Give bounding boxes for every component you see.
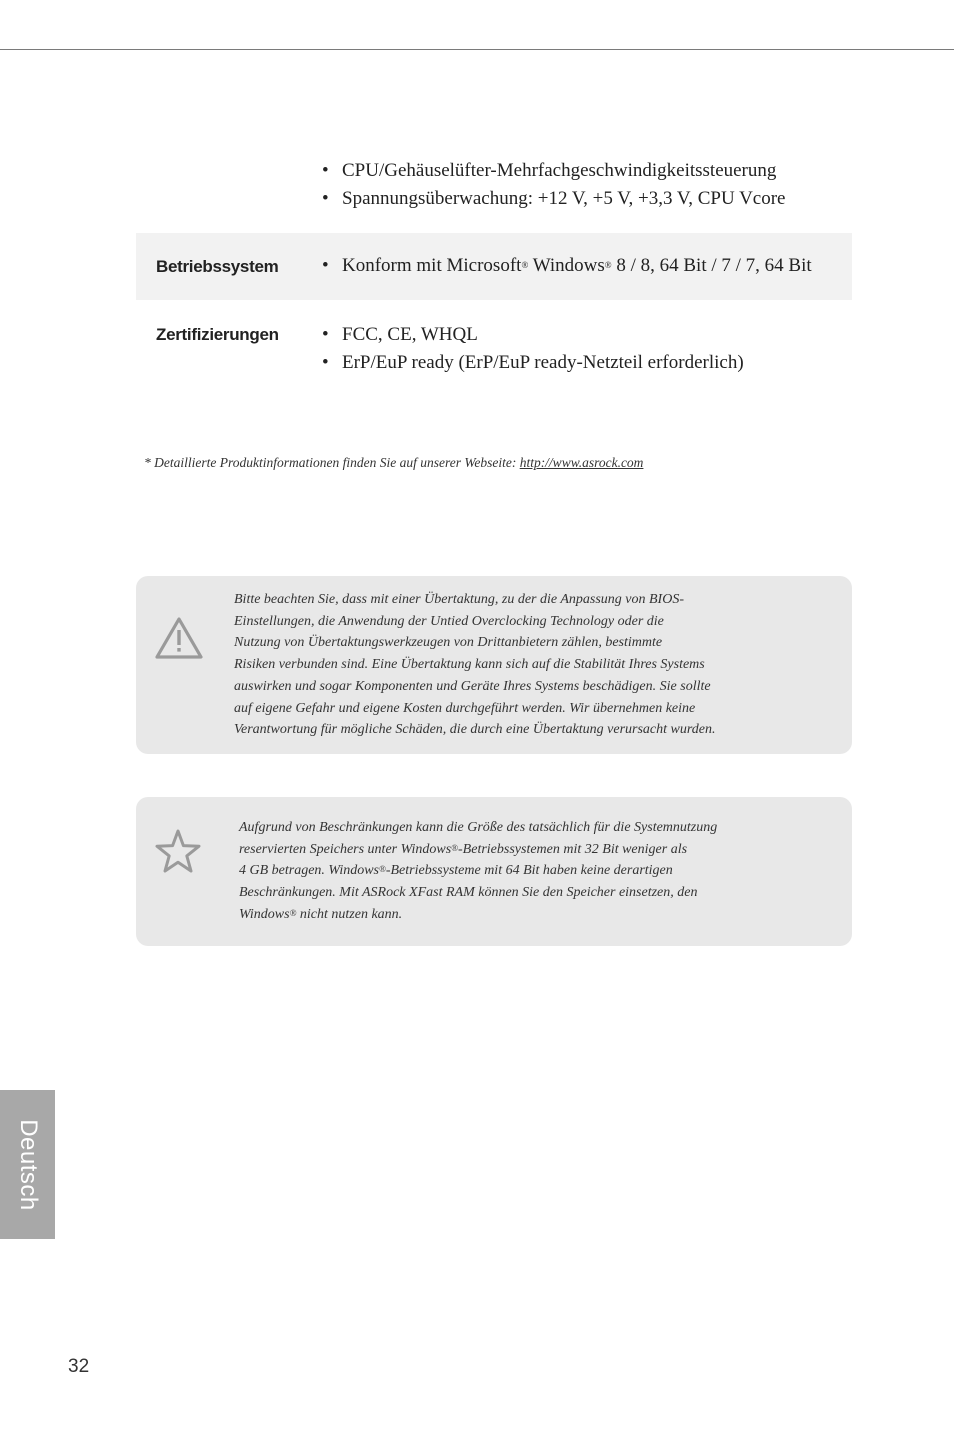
os-item-prefix: Konform mit Microsoft	[342, 255, 522, 276]
warning-note	[136, 576, 852, 754]
spec-row-monitoring	[136, 155, 852, 225]
monitoring-list	[322, 157, 786, 213]
footnote-text: * Detaillierte Produktinformationen finden Sie auf unserer Webseite:	[144, 455, 520, 470]
note-line: Beschränkungen. Mit ASRock XFast RAM können Sie den Speicher einsetzen, den	[239, 885, 698, 901]
note-line	[239, 904, 717, 926]
language-side-tab	[0, 1090, 55, 1239]
star-note	[136, 797, 852, 946]
spec-row-os	[136, 233, 852, 300]
note-fragment: reservierten Speichers unter Windows	[239, 841, 452, 857]
registered-mark: ®	[521, 260, 529, 270]
os-list	[322, 252, 812, 280]
registered-mark: ®	[289, 907, 297, 918]
note-line: Risiken verbunden sind. Eine Übertaktung kann sich auf die Stabilität Ihres Systems	[234, 657, 705, 673]
note-fragment: -Betriebssysteme mit 64 Bit haben keine derartigen	[385, 863, 673, 879]
note-line: Verantwortung für mögliche Schäden, die durch eine Übertaktung verursacht wurden.	[234, 722, 716, 738]
note-line	[239, 860, 717, 882]
list-item: • FCC, CE, WHQL	[322, 321, 744, 349]
list-item: • CPU/Gehäuselüfter-Mehrfachgeschwindigkeitssteuerung	[322, 157, 786, 185]
registered-mark: ®	[604, 260, 612, 270]
side-tab-label: Deutsch	[14, 1118, 42, 1211]
star-note-text	[239, 817, 717, 926]
note-fragment: nicht nutzen kann.	[296, 906, 403, 922]
page-number: 32	[68, 1356, 90, 1377]
list-item	[322, 252, 812, 280]
os-label: Betriebssystem	[156, 257, 279, 276]
note-fragment: Windows	[239, 906, 290, 922]
warning-triangle-icon	[154, 616, 204, 660]
asrock-website-link[interactable]: http://www.asrock.com	[519, 455, 644, 470]
note-line: auf eigene Gefahr und eigene Kosten durchgeführt werden. Wir übernehmen keine	[234, 700, 696, 716]
certifications-list	[322, 321, 744, 377]
list-item: • ErP/EuP ready (ErP/EuP ready-Netzteil erforderlich)	[322, 349, 744, 377]
note-line: Einstellungen, die Anwendung der Untied Overclocking Technology oder die	[234, 613, 664, 629]
note-fragment: 4 GB betragen. Windows	[239, 863, 379, 879]
note-line: Bitte beachten Sie, dass mit einer Übertaktung, zu der die Anpassung von BIOS-	[234, 592, 684, 607]
certifications-label: Zertifizierungen	[156, 325, 279, 344]
list-item: • Spannungsüberwachung: +12 V, +5 V, +3,3 V, CPU Vcore	[322, 185, 786, 213]
note-line: Aufgrund von Beschränkungen kann die Größe des tatsächlich für die Systemnutzung	[239, 820, 718, 835]
registered-mark: ®	[379, 864, 386, 875]
spec-row-certifications	[136, 310, 852, 385]
os-item-mid: Windows	[528, 255, 605, 276]
note-fragment: -Betriebssystemen mit 32 Bit weniger als	[458, 841, 688, 857]
note-line: auswirken und sogar Komponenten und Geräte Ihres Systems beschädigen. Sie sollte	[234, 678, 711, 694]
note-line	[239, 839, 717, 861]
footnote	[144, 455, 643, 471]
star-icon	[154, 828, 202, 874]
os-item-suffix: 8 / 8, 64 Bit / 7 / 7, 64 Bit	[611, 255, 812, 276]
note-line: Nutzung von Übertaktungswerkzeugen von Drittanbietern zählen, bestimmte	[234, 635, 663, 651]
registered-mark: ®	[451, 842, 459, 853]
warning-note-text	[234, 589, 716, 741]
header-rule	[0, 49, 954, 50]
